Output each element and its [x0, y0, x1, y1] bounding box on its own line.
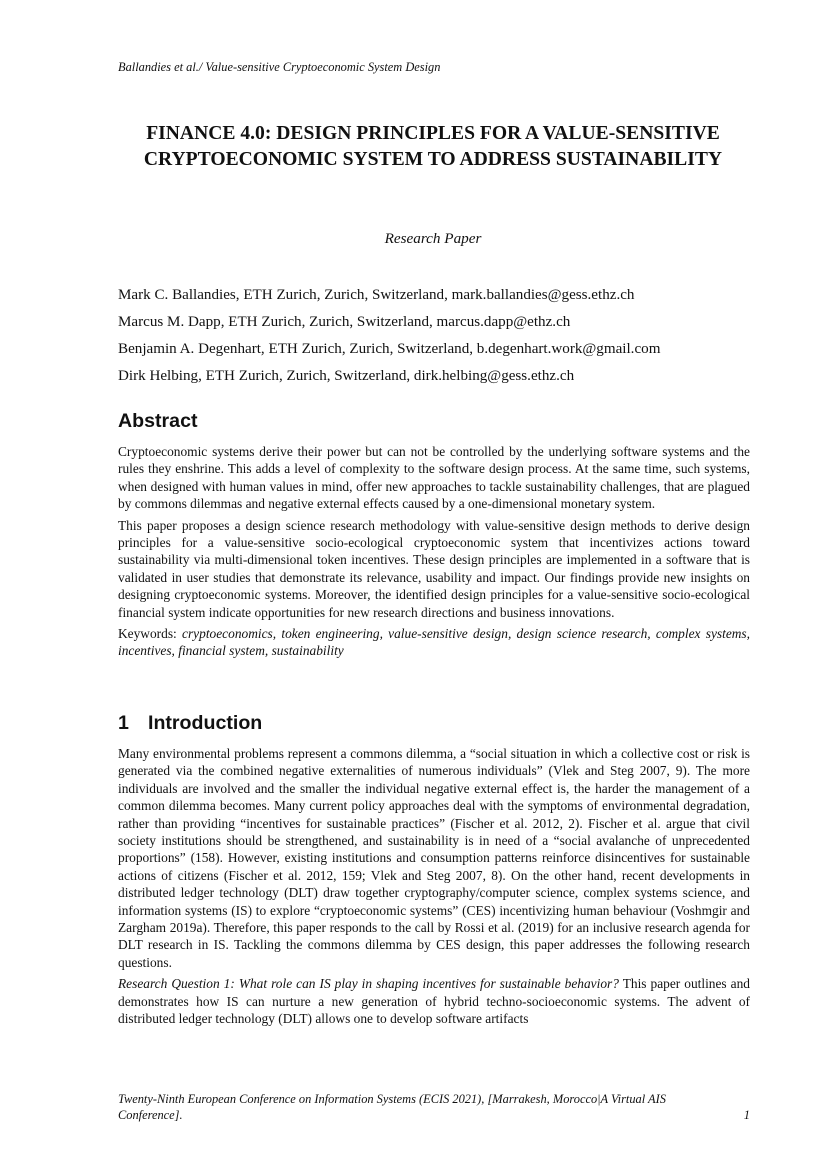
introduction-paragraph: Many environmental problems represent a commons dilemma, a “social situation in which a collective cost or risk is generated via the combined negative externalities of numerous individuals” (Vlek and Steg 2007, 9). The more individuals are involved and the smaller the individual negative external effect is, the harder the management of a common dilemma becomes. Many current policy approaches deal with the symptoms of environmental degradation, rather than providing “incentives for sustainable practices” (Fischer et al. 2012, 2). Fischer et al. argue that civil society institutions should be strengthened, and sustainability is in need of a “social avalanche of unprecedented proportions” (158). However, existing institutions and consumption patterns reinforce disincentives for sustainable actions of citizens (Fischer et al. 2012, 159; Vlek and Steg 2007, 8). On the other hand, recent developments in distributed ledger technology (DLT) draw together cryptography/computer science, complex systems science, and information systems (IS) to explore “cryptoeconomic systems” (CES) incentivizing human behaviour (Voshmgir and Zargham 2019a). Therefore, this paper responds to the call by Rossi et al. (2019) for an inclusive research agenda for DLT research in IS. Tackling the commons dilemma by CES design, this paper addresses the following research questions. [118, 746, 750, 970]
footer-conference-line: Twenty-Ninth European Conference on Information Systems (ECIS 2021), [Marrakesh, Morocco|A Virtual AIS [118, 1092, 666, 1106]
keywords [118, 625, 750, 660]
section-heading-introduction [118, 712, 262, 735]
abstract-body [118, 443, 750, 664]
research-question-paragraph [118, 975, 750, 1027]
author-line: Mark C. Ballandies, ETH Zurich, Zurich, Switzerland, mark.ballandies@gess.ethz.ch [118, 287, 635, 303]
abstract-paragraph: This paper proposes a design science research methodology with value-sensitive design methods to derive design principles for a value-sensitive socio-ecological cryptoeconomic system that incentivizes actions toward sustainability via multi-dimensional token incentives. These design principles are implemented in a software that is validated in user studies that demonstrate its relevance, usability and impact. Our findings provide new insights on designing cryptoeconomic systems. Moreover, the identified design principles for a value-sensitive socio-ecological financial system indicate opportunities for new research directions and business innovations. [118, 517, 750, 620]
research-question-label: Research Question 1: What role can IS play in shaping incentives for sustainable behavior? [118, 976, 619, 992]
page-footer [118, 1091, 750, 1123]
section-number: 1 [118, 712, 129, 734]
abstract-heading: Abstract [118, 410, 198, 432]
keywords-label: Keywords: [118, 626, 177, 642]
section-title: Introduction [148, 712, 263, 734]
author-line: Benjamin A. Degenhart, ETH Zurich, Zurich, Switzerland, b.degenhart.work@gmail.com [118, 341, 661, 357]
paper-type: Research Paper [384, 230, 482, 247]
abstract-paragraph: Cryptoeconomic systems derive their power but can not be controlled by the underlying software systems and the rules they enshrine. This adds a level of complexity to the software design process. At the same time, such systems, when designed with human values in mind, offer new approaches to tackle sustainability challenges, that are plagued by commons dilemmas and negative external effects caused by a one-dimensional monetary system. [118, 444, 750, 512]
paper-title: FINANCE 4.0: DESIGN PRINCIPLES FOR A VALUE-SENSITIVE CRYPTOECONOMIC SYSTEM TO ADDRESS SUSTAINABILITY [143, 123, 723, 170]
research-question-text: This paper outlines and demonstrates how IS can nurture a new generation of hybrid techno-socioeconomic systems. The advent of distributed ledger technology (DLT) allows one to develop software artifacts [118, 976, 750, 1027]
author-list [118, 286, 660, 394]
author-line: Dirk Helbing, ETH Zurich, Zurich, Switzerland, dirk.helbing@gess.ethz.ch [118, 368, 575, 384]
page-number: 1 [743, 1108, 750, 1122]
footer-conference-line-2: Conference]. [118, 1108, 183, 1122]
author-line: Marcus M. Dapp, ETH Zurich, Zurich, Switzerland, marcus.dapp@ethz.ch [118, 314, 571, 330]
keywords-list: cryptoeconomics, token engineering, value-sensitive design, design science research, complex systems, incentives, financial system, sustainability [118, 626, 750, 659]
introduction-body [118, 745, 750, 1032]
running-header: Ballandies et al./ Value-sensitive Cryptoeconomic System Design [118, 60, 441, 74]
